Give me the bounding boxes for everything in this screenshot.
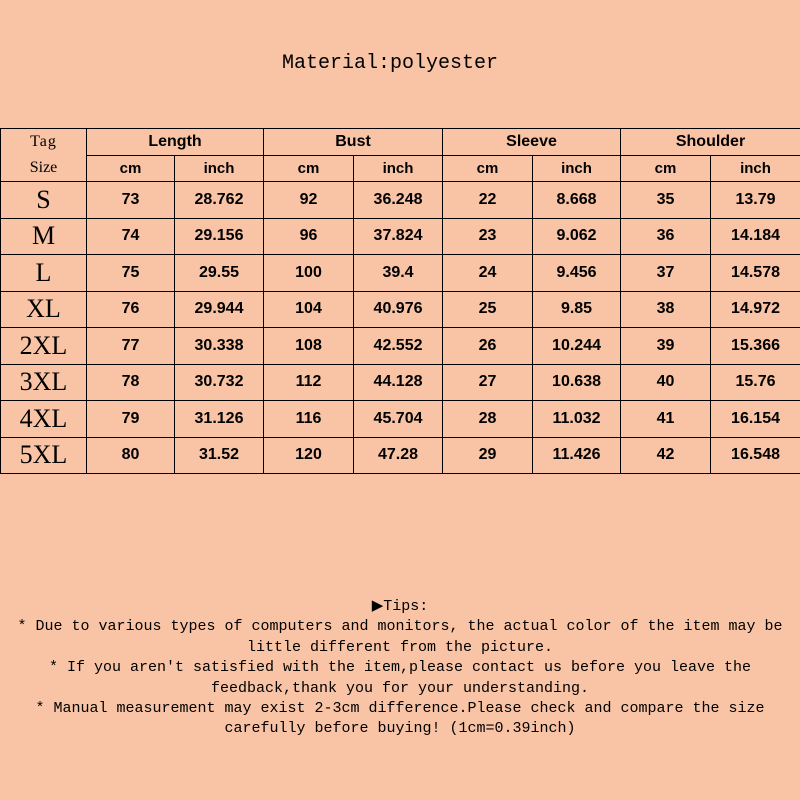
measure-cell: 9.062 [533, 218, 621, 255]
measure-cell: 11.426 [533, 437, 621, 474]
tag-size-header [1, 129, 87, 182]
material-label: Material:polyester [281, 52, 499, 75]
table-row [1, 401, 800, 438]
unit-header: inch [711, 156, 800, 182]
measure-cell: 22 [443, 182, 533, 219]
unit-header: cm [621, 156, 711, 182]
measure-cell: 79 [87, 401, 175, 438]
size-cell: 4XL [1, 401, 87, 438]
measure-cell: 26 [443, 328, 533, 365]
measure-cell: 42 [621, 437, 711, 474]
measure-cell: 30.732 [175, 364, 264, 401]
measure-cell: 74 [87, 218, 175, 255]
measure-cell: 38 [621, 291, 711, 328]
measure-cell: 14.184 [711, 218, 800, 255]
tag-label: Tag [30, 133, 57, 150]
measure-cell: 16.154 [711, 401, 800, 438]
measure-cell: 80 [87, 437, 175, 474]
unit-header: cm [264, 156, 354, 182]
table-row [1, 328, 800, 365]
size-cell: XL [1, 291, 87, 328]
measure-cell: 15.76 [711, 364, 800, 401]
measure-cell: 96 [264, 218, 354, 255]
measure-cell: 37.824 [354, 218, 443, 255]
measure-cell: 27 [443, 364, 533, 401]
measure-cell: 14.972 [711, 291, 800, 328]
header-group-row [1, 129, 800, 156]
header-sleeve: Sleeve [443, 129, 621, 156]
size-cell: 5XL [1, 437, 87, 474]
measure-cell: 29.55 [175, 255, 264, 292]
measure-cell: 8.668 [533, 182, 621, 219]
measure-cell: 30.338 [175, 328, 264, 365]
unit-header: inch [533, 156, 621, 182]
tip-line: little different from the picture. [246, 638, 554, 656]
measure-cell: 39 [621, 328, 711, 365]
size-cell: L [1, 255, 87, 292]
measure-cell: 39.4 [354, 255, 443, 292]
measure-cell: 11.032 [533, 401, 621, 438]
tip-line: * If you aren't satisfied with the item,please contact us before you leave the [48, 659, 752, 677]
size-cell: M [1, 218, 87, 255]
measure-cell: 28.762 [175, 182, 264, 219]
header-bust: Bust [264, 129, 443, 156]
measure-cell: 10.638 [533, 364, 621, 401]
measure-cell: 23 [443, 218, 533, 255]
measure-cell: 28 [443, 401, 533, 438]
measure-cell: 78 [87, 364, 175, 401]
measure-cell: 9.456 [533, 255, 621, 292]
measure-cell: 45.704 [354, 401, 443, 438]
unit-header: inch [175, 156, 264, 182]
tip-line: feedback,thank you for your understanding. [210, 679, 590, 697]
measure-cell: 31.52 [175, 437, 264, 474]
measure-cell: 29.156 [175, 218, 264, 255]
measure-cell: 104 [264, 291, 354, 328]
measure-cell: 25 [443, 291, 533, 328]
measure-cell: 14.578 [711, 255, 800, 292]
tip-line: carefully before buying! (1cm=0.39inch) [224, 720, 576, 738]
measure-cell: 120 [264, 437, 354, 474]
measure-cell: 47.28 [354, 437, 443, 474]
unit-header: cm [443, 156, 533, 182]
measure-cell: 16.548 [711, 437, 800, 474]
header-shoulder: Shoulder [621, 129, 800, 156]
measure-cell: 31.126 [175, 401, 264, 438]
measure-cell: 40 [621, 364, 711, 401]
measure-cell: 73 [87, 182, 175, 219]
table-row [1, 364, 800, 401]
measure-cell: 77 [87, 328, 175, 365]
tip-line: * Manual measurement may exist 2-3cm difference.Please check and compare the size [35, 700, 765, 718]
measure-cell: 36.248 [354, 182, 443, 219]
measure-cell: 15.366 [711, 328, 800, 365]
measure-cell: 100 [264, 255, 354, 292]
measure-cell: 41 [621, 401, 711, 438]
header-unit-row [1, 156, 800, 182]
measure-cell: 112 [264, 364, 354, 401]
unit-header: inch [354, 156, 443, 182]
tips-title: ▶Tips: [371, 598, 429, 615]
table-row [1, 437, 800, 474]
size-cell: 2XL [1, 328, 87, 365]
tip-line: * Due to various types of computers and monitors, the actual color of the item may be [17, 618, 783, 636]
header-length: Length [87, 129, 264, 156]
size-chart-table [0, 128, 800, 474]
measure-cell: 42.552 [354, 328, 443, 365]
table-row [1, 291, 800, 328]
measure-cell: 108 [264, 328, 354, 365]
table-row [1, 255, 800, 292]
measure-cell: 10.244 [533, 328, 621, 365]
measure-cell: 13.79 [711, 182, 800, 219]
measure-cell: 29 [443, 437, 533, 474]
measure-cell: 75 [87, 255, 175, 292]
measure-cell: 76 [87, 291, 175, 328]
size-cell: 3XL [1, 364, 87, 401]
measure-cell: 24 [443, 255, 533, 292]
measure-cell: 40.976 [354, 291, 443, 328]
measure-cell: 37 [621, 255, 711, 292]
unit-header: cm [87, 156, 175, 182]
table-row [1, 182, 800, 219]
measure-cell: 36 [621, 218, 711, 255]
size-cell: S [1, 182, 87, 219]
measure-cell: 116 [264, 401, 354, 438]
measure-cell: 35 [621, 182, 711, 219]
size-label: Size [29, 159, 58, 176]
measure-cell: 44.128 [354, 364, 443, 401]
table-row [1, 218, 800, 255]
tips-section [0, 597, 800, 740]
measure-cell: 92 [264, 182, 354, 219]
measure-cell: 9.85 [533, 291, 621, 328]
measure-cell: 29.944 [175, 291, 264, 328]
